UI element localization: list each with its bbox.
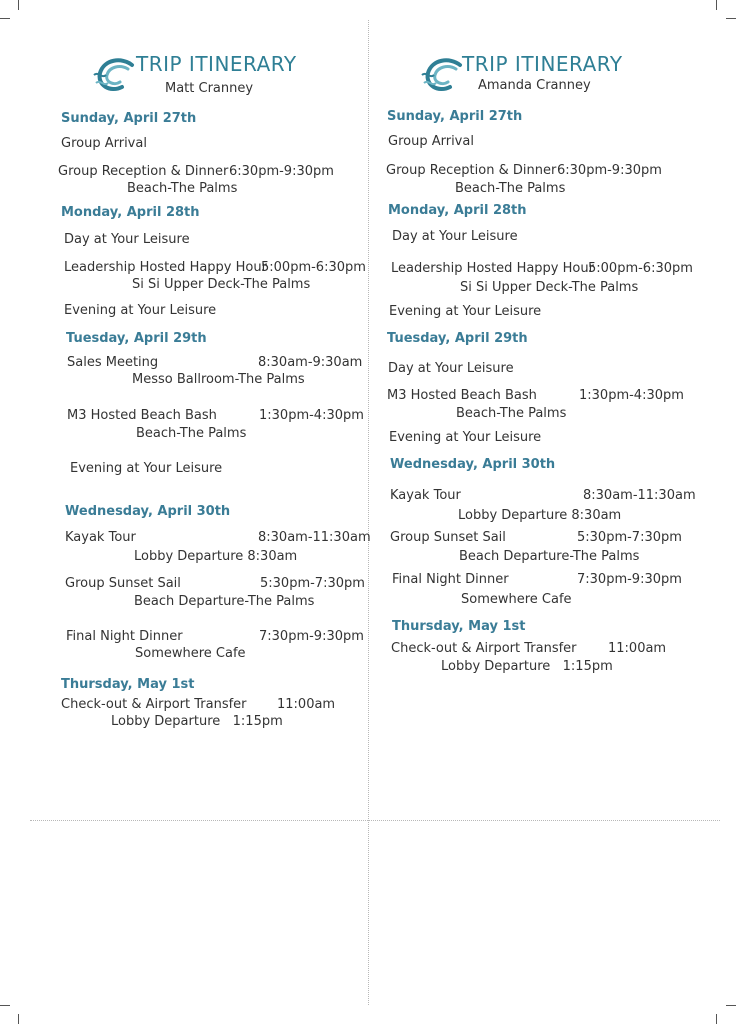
event-title: Evening at Your Leisure bbox=[389, 304, 542, 319]
event-title: Day at Your Leisure bbox=[392, 229, 518, 244]
crop-mark bbox=[726, 18, 736, 19]
event-title: Group Sunset Sail bbox=[390, 530, 506, 545]
event-location: Somewhere Cafe bbox=[461, 592, 572, 607]
day-heading: Monday, April 28th bbox=[61, 205, 200, 220]
day-heading: Tuesday, April 29th bbox=[66, 331, 207, 346]
event-title: Check-out & Airport Transfer bbox=[391, 641, 577, 656]
day-heading: Thursday, May 1st bbox=[61, 677, 195, 692]
event-title: Group Reception & Dinner bbox=[386, 163, 557, 178]
traveler-name: Amanda Cranney bbox=[478, 78, 591, 93]
event-title: Group Arrival bbox=[61, 136, 147, 151]
event-title: Evening at Your Leisure bbox=[70, 461, 223, 476]
vertical-cut-line bbox=[368, 20, 369, 1005]
logo-title: TRIP ITINERARY bbox=[462, 52, 623, 76]
crop-mark bbox=[726, 1005, 736, 1006]
crop-mark bbox=[0, 18, 10, 19]
event-location: Beach Departure-The Palms bbox=[134, 594, 315, 609]
event-time: 1:30pm-4:30pm bbox=[579, 388, 684, 403]
traveler-name: Matt Cranney bbox=[165, 81, 254, 96]
event-title: Leadership Hosted Happy Hour bbox=[64, 260, 267, 275]
event-title: Sales Meeting bbox=[67, 355, 159, 370]
day-heading: Thursday, May 1st bbox=[392, 619, 526, 634]
wave-logo-icon bbox=[420, 55, 466, 95]
event-time: 7:30pm-9:30pm bbox=[577, 572, 682, 587]
event-title: Group Reception & Dinner bbox=[58, 164, 229, 179]
day-heading: Wednesday, April 30th bbox=[65, 504, 231, 519]
event-time: 6:30pm-9:30pm bbox=[557, 163, 662, 178]
event-title: Group Arrival bbox=[388, 134, 474, 149]
event-time: 5:00pm-6:30pm bbox=[261, 260, 366, 275]
event-time: 5:00pm-6:30pm bbox=[588, 261, 693, 276]
event-title: Evening at Your Leisure bbox=[64, 303, 217, 318]
event-title: Kayak Tour bbox=[65, 530, 136, 545]
event-time: 7:30pm-9:30pm bbox=[259, 629, 364, 644]
event-time: 11:00am bbox=[608, 641, 667, 656]
event-location: Lobby Departure 8:30am bbox=[134, 549, 298, 564]
event-title: M3 Hosted Beach Bash bbox=[67, 408, 217, 423]
event-time: 5:30pm-7:30pm bbox=[577, 530, 682, 545]
crop-mark bbox=[18, 0, 19, 10]
crop-mark bbox=[716, 0, 717, 10]
horizontal-cut-line bbox=[30, 820, 720, 821]
event-title: Day at Your Leisure bbox=[64, 232, 190, 247]
day-heading: Monday, April 28th bbox=[388, 203, 527, 218]
day-heading: Tuesday, April 29th bbox=[387, 331, 528, 346]
event-location: Beach-The Palms bbox=[127, 181, 238, 196]
event-location: Lobby Departure 1:15pm bbox=[441, 659, 613, 674]
event-location: Si Si Upper Deck-The Palms bbox=[460, 280, 639, 295]
crop-mark bbox=[18, 1014, 19, 1024]
event-time: 8:30am-9:30am bbox=[258, 355, 363, 370]
day-heading: Sunday, April 27th bbox=[387, 109, 523, 124]
event-title: Final Night Dinner bbox=[66, 629, 183, 644]
crop-mark bbox=[716, 1014, 717, 1024]
event-location: Beach-The Palms bbox=[456, 406, 567, 421]
event-title: Final Night Dinner bbox=[392, 572, 509, 587]
event-title: Kayak Tour bbox=[390, 488, 461, 503]
wave-logo-icon bbox=[92, 55, 138, 95]
logo-title: TRIP ITINERARY bbox=[136, 52, 297, 76]
event-time: 8:30am-11:30am bbox=[258, 530, 371, 545]
event-title: Day at Your Leisure bbox=[388, 361, 514, 376]
event-location: Beach-The Palms bbox=[455, 181, 566, 196]
event-time: 5:30pm-7:30pm bbox=[260, 576, 365, 591]
event-location: Lobby Departure 8:30am bbox=[458, 508, 622, 523]
event-location: Beach-The Palms bbox=[136, 426, 247, 441]
event-title: Check-out & Airport Transfer bbox=[61, 697, 247, 712]
event-location: Messo Ballroom-The Palms bbox=[132, 372, 305, 387]
event-location: Somewhere Cafe bbox=[135, 646, 246, 661]
event-location: Si Si Upper Deck-The Palms bbox=[132, 277, 311, 292]
day-heading: Sunday, April 27th bbox=[61, 111, 197, 126]
crop-mark bbox=[0, 1005, 10, 1006]
event-time: 1:30pm-4:30pm bbox=[259, 408, 364, 423]
event-time: 6:30pm-9:30pm bbox=[229, 164, 334, 179]
event-title: Leadership Hosted Happy Hour bbox=[391, 261, 594, 276]
event-title: Evening at Your Leisure bbox=[389, 430, 542, 445]
event-location: Lobby Departure 1:15pm bbox=[111, 714, 283, 729]
event-time: 11:00am bbox=[277, 697, 336, 712]
event-location: Beach Departure-The Palms bbox=[459, 549, 640, 564]
event-title: M3 Hosted Beach Bash bbox=[387, 388, 537, 403]
event-time: 8:30am-11:30am bbox=[583, 488, 696, 503]
day-heading: Wednesday, April 30th bbox=[390, 457, 556, 472]
event-title: Group Sunset Sail bbox=[65, 576, 181, 591]
